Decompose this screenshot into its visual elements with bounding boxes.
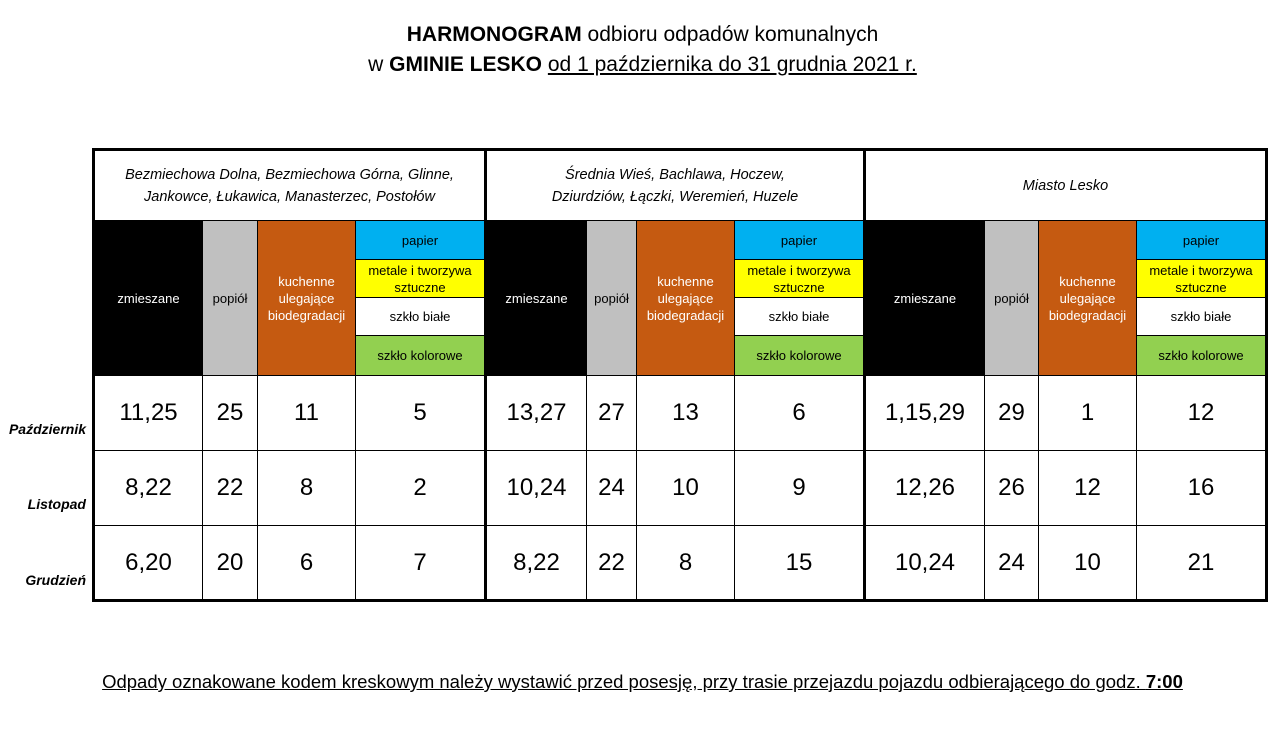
data-row-pazdziernik [94,376,1267,451]
cell-area3-segregowane: 12 [1137,376,1267,451]
cell-area3-zmieszane: 10,24 [865,526,985,601]
category-popiol-2: popiół [587,221,637,376]
category-szklo-kolorowe-2: szkło kolorowe [735,336,865,376]
category-metale-3: metale i tworzywa sztuczne [1137,260,1267,298]
title-date-range: od 1 października do 31 grudnia 2021 r. [547,53,917,76]
area-header-2 [486,150,865,221]
cell-area1-segregowane: 2 [356,451,486,526]
data-row-listopad [94,451,1267,526]
category-papier-2: papier [735,221,865,260]
cell-area2-popiol: 24 [587,451,637,526]
cell-area3-popiol: 26 [985,451,1039,526]
cell-area2-zmieszane: 8,22 [486,526,587,601]
category-szklo-biale-2: szkło białe [735,298,865,336]
title-gmina: GMINIE LESKO [389,53,543,76]
title-line-1 [0,20,1285,50]
title-prefix: w [368,53,390,76]
title-harmonogram: HARMONOGRAM [406,23,582,46]
cell-area1-popiol: 25 [203,376,258,451]
category-papier-3: papier [1137,221,1267,260]
cell-area3-kuchenne: 1 [1039,376,1137,451]
area-1-line-1: Bezmiechowa Dolna, Bezmiechowa Górna, Glinne, [125,166,454,183]
footer-text: Odpady oznakowane kodem kreskowym należy wystawić przed posesję, przy trasie przejazdu pojazdu odbierającego do godz. [102,671,1146,692]
cell-area3-segregowane: 16 [1137,451,1267,526]
title-rest: odbioru odpadów komunalnych [581,23,879,46]
cell-area1-segregowane: 7 [356,526,486,601]
cell-area1-popiol: 22 [203,451,258,526]
cell-area2-segregowane: 6 [735,376,865,451]
cell-area2-kuchenne: 8 [637,526,735,601]
cell-area2-zmieszane: 10,24 [486,451,587,526]
area-header-1 [94,150,486,221]
cell-area3-segregowane: 21 [1137,526,1267,601]
category-szklo-kolorowe-1: szkło kolorowe [356,336,486,376]
category-zmieszane-3: zmieszane [865,221,985,376]
cell-area2-kuchenne: 10 [637,451,735,526]
cell-area3-popiol: 24 [985,526,1039,601]
category-popiol-3: popiół [985,221,1039,376]
cell-area3-kuchenne: 12 [1039,451,1137,526]
area-2-line-2: Dziurdziów, Łączki, Weremień, Huzele [551,188,799,205]
category-kuchenne-3: kuchenne ulegające biodegradacji [1039,221,1137,376]
cell-area2-segregowane: 15 [735,526,865,601]
cell-area1-zmieszane: 6,20 [94,526,203,601]
category-popiol-1: popiół [203,221,258,376]
area-1-line-2: Jankowce, Łukawica, Manasterzec, Postołów [144,188,435,205]
data-row-grudzien [94,526,1267,601]
cell-area2-kuchenne: 13 [637,376,735,451]
schedule-table [92,148,1268,602]
cell-area2-popiol: 27 [587,376,637,451]
month-label-pazdziernik: Październik [8,421,86,437]
cell-area2-segregowane: 9 [735,451,865,526]
area-3-line-1: Miasto Lesko [1022,177,1109,194]
category-szklo-kolorowe-3: szkło kolorowe [1137,336,1267,376]
category-kuchenne-2: kuchenne ulegające biodegradacji [637,221,735,376]
cell-area3-kuchenne: 10 [1039,526,1137,601]
cell-area3-popiol: 29 [985,376,1039,451]
category-szklo-biale-3: szkło białe [1137,298,1267,336]
cell-area1-popiol: 20 [203,526,258,601]
category-zmieszane-2: zmieszane [486,221,587,376]
area-2-line-1: Średnia Wieś, Bachlawa, Hoczew, [565,166,785,183]
category-zmieszane-1: zmieszane [94,221,203,376]
cell-area1-segregowane: 5 [356,376,486,451]
month-label-grudzien: Grudzień [25,572,86,588]
cell-area1-zmieszane: 11,25 [94,376,203,451]
area-header-3 [865,150,1267,221]
cell-area2-zmieszane: 13,27 [486,376,587,451]
cell-area1-zmieszane: 8,22 [94,451,203,526]
category-szklo-biale-1: szkło białe [356,298,486,336]
footer-time: 7:00 [1145,671,1183,692]
cell-area1-kuchenne: 8 [258,451,356,526]
category-kuchenne-1: kuchenne ulegające biodegradacji [258,221,356,376]
title-line-2 [0,50,1285,80]
cell-area1-kuchenne: 11 [258,376,356,451]
category-metale-2: metale i tworzywa sztuczne [735,260,865,298]
category-papier-1: papier [356,221,486,260]
month-label-listopad: Listopad [27,496,86,512]
cell-area3-zmieszane: 12,26 [865,451,985,526]
category-metale-1: metale i tworzywa sztuczne [356,260,486,298]
category-row-1 [94,221,1267,260]
cell-area1-kuchenne: 6 [258,526,356,601]
footer-note [0,671,1285,693]
cell-area3-zmieszane: 1,15,29 [865,376,985,451]
cell-area2-popiol: 22 [587,526,637,601]
area-header-row [94,150,1267,221]
